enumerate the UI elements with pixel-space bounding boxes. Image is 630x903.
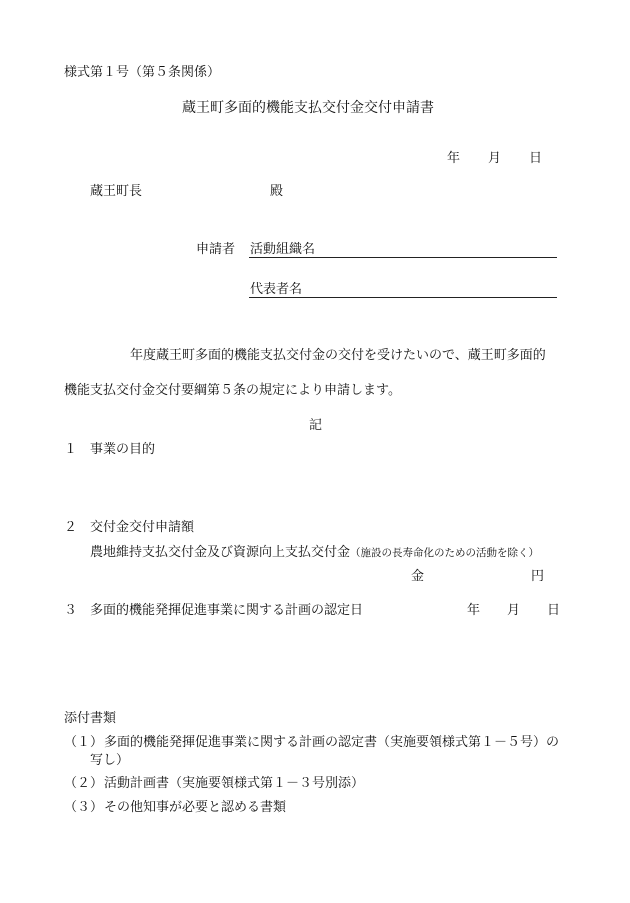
attachment-2-text: 活動計画書（実施要領様式第１－３号別添） (104, 776, 365, 791)
addressee-honorific: 殿 (270, 184, 284, 199)
item3-number: ３ (64, 603, 78, 618)
attachment-3-number: （３） (64, 800, 104, 815)
document-title: 蔵王町多面的機能支払交付金交付申請書 (182, 100, 434, 116)
item3-label: 多面的機能発揮促進事業に関する計画の認定日 (90, 603, 364, 618)
item3-day: 日 (547, 603, 561, 618)
amount-prefix: 金 (411, 569, 425, 584)
item2-sublabel-text: 農地維持支払交付金及び資源向上支払交付金 (90, 545, 351, 560)
attachment-3-text: その他知事が必要と認める書類 (104, 800, 287, 815)
item2-sublabel-note: （施設の長寿命化のための活動を除く） (350, 547, 540, 559)
attachment-1-text: 多面的機能発揮促進事業に関する計画の認定書（実施要領様式第１－５号）の (104, 735, 560, 750)
date-month: 月 (488, 151, 502, 166)
item2-number: ２ (64, 520, 78, 535)
amount-unit: 円 (531, 569, 545, 584)
representative-label: 代表者名 (250, 282, 303, 297)
applicant-label: 申請者 (196, 242, 236, 257)
ki-heading: 記 (309, 418, 323, 433)
attachment-1-continuation: 写し） (90, 753, 130, 768)
item1-label: 事業の目的 (90, 442, 156, 457)
item2-label: 交付金交付申請額 (90, 520, 195, 535)
representative-field[interactable] (249, 297, 557, 298)
item3-year: 年 (467, 603, 481, 618)
form-number: 様式第１号（第５条関係） (64, 65, 221, 80)
attachment-2-number: （２） (64, 776, 104, 791)
date-year: 年 (447, 151, 461, 166)
item3-month: 月 (507, 603, 521, 618)
item2-sublabel (90, 546, 539, 559)
date-day: 日 (529, 151, 543, 166)
body-text-line2: 機能支払交付金交付要綱第５条の規定により申請します。 (64, 383, 401, 398)
addressee-name: 蔵王町長 (90, 184, 143, 199)
org-name-field[interactable] (249, 257, 557, 258)
body-text-line1: 年度蔵王町多面的機能支払交付金の交付を受けたいので、蔵王町多面的 (130, 348, 546, 363)
attachments-heading: 添付書類 (64, 711, 117, 726)
org-name-label: 活動組織名 (250, 242, 316, 257)
attachment-1-number: （１） (64, 735, 104, 750)
item1-number: １ (64, 442, 78, 457)
